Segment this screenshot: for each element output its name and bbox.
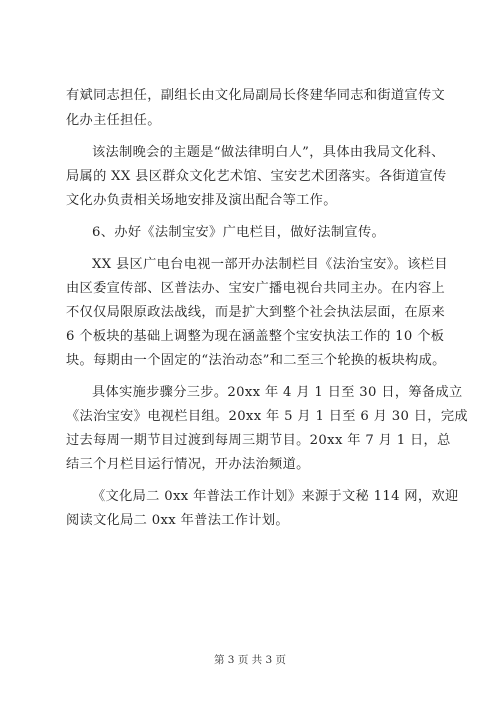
text-line: 《文化局二 0xx 年普法工作计划》来源于文秘 114 网，欢迎 <box>92 489 459 504</box>
text-line: 文化办负责相关场地安排及演出配合等工作。 <box>66 193 337 208</box>
text-line: 《法治宝安》电视栏目组。20xx 年 5 月 1 日至 6 月 30 日，完成 <box>66 409 468 424</box>
page-number-footer: 第 3 页 共 3 页 <box>213 654 287 666</box>
text-line: 块。每期由一个固定的“法治动态”和二至三个轮换的板块构成。 <box>66 353 446 368</box>
text-line: 局属的 XX 县区群众文化艺术馆、宝安艺术团落实。各街道宣传 <box>66 169 447 184</box>
text-line: 有斌同志担任，副组长由文化局副局长佟建华同志和街道宣传文 <box>66 88 446 103</box>
text-line: 阅读文化局二 0xx 年普法工作计划。 <box>66 513 289 528</box>
text-line: 该法制晚会的主题是“做法律明白人”，具体由我局文化科、 <box>92 145 445 160</box>
text-line: 由区委宣传部、区普法办、宝安广播电视台共同主办。在内容上 <box>66 281 446 296</box>
text-line: 不仅仅局限原政法战线，而是扩大到整个社会执法层面，在原来 <box>66 305 446 320</box>
text-line: XX 县区广电台电视一部开办法制栏目《法治宝安》。该栏目 <box>92 257 448 272</box>
section-heading: 6、办好《法制宝安》广电栏目，做好法制宣传。 <box>92 225 386 240</box>
text-line: 结三个月栏目运行情况，开办法治频道。 <box>66 457 310 472</box>
text-line: 化办主任担任。 <box>66 113 161 128</box>
text-line: 具体实施步骤分三步。20xx 年 4 月 1 日至 30 日，筹备成立 <box>92 385 463 400</box>
text-line: 过去每周一期节目过渡到每周三期节目。20xx 年 7 月 1 日，总 <box>66 433 451 448</box>
text-line: 6 个板块的基础上调整为现在涵盖整个宝安执法工作的 10 个板 <box>66 329 445 344</box>
